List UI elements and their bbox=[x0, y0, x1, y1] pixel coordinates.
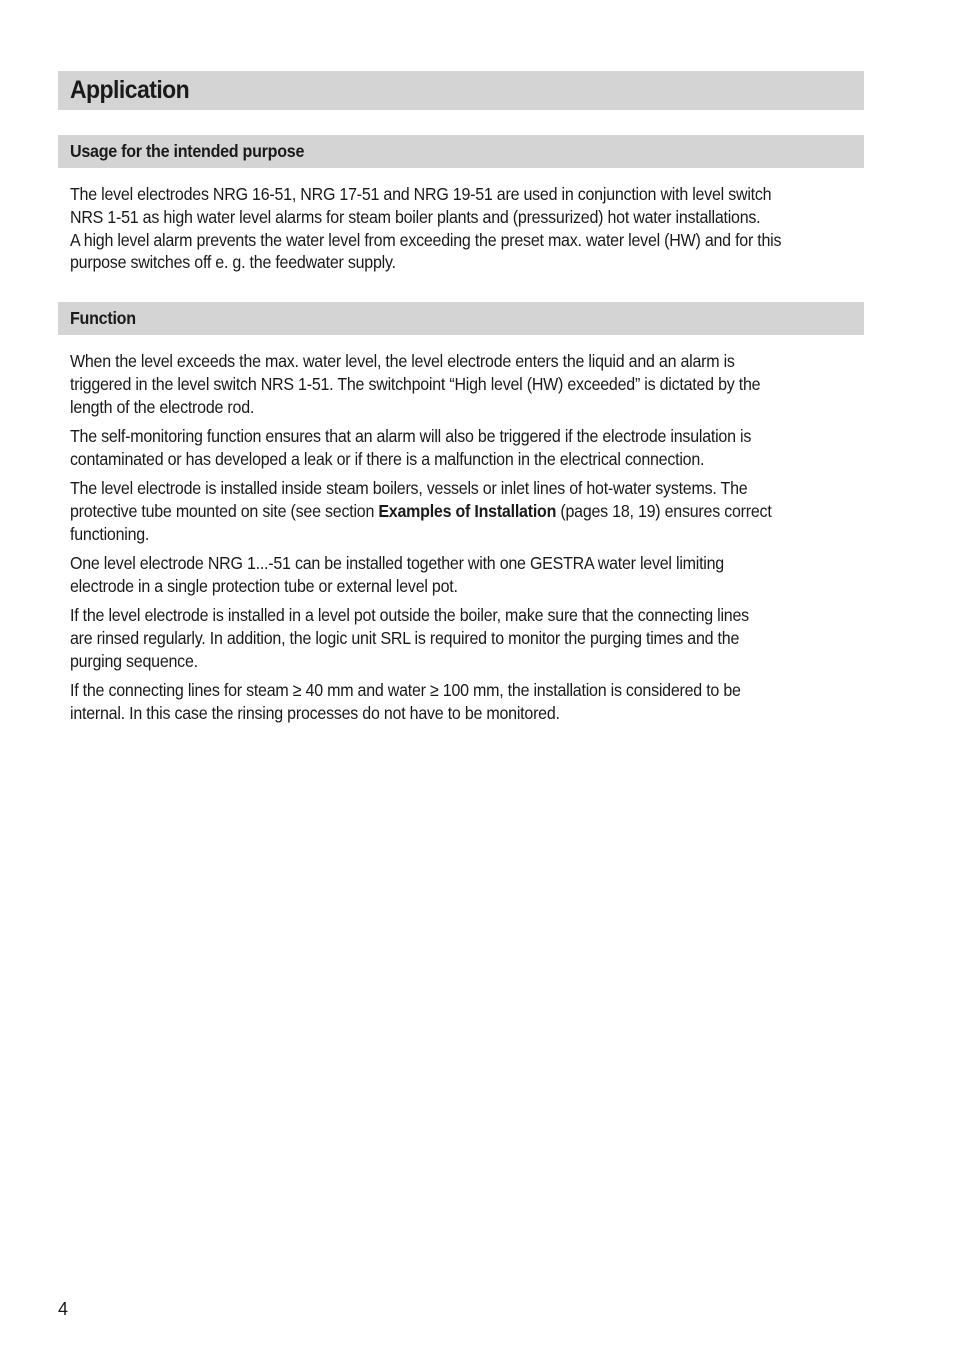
text-line: purpose switches off e. g. the feedwater supply. bbox=[70, 252, 396, 273]
text-line: The level electrodes NRG 16-51, NRG 17-51 and NRG 19-51 are used in conjunction with level switch bbox=[70, 184, 772, 204]
section-reference: Examples of Installation bbox=[378, 500, 557, 521]
text-line: When the level exceeds the max. water level, the level electrode enters the liquid and an alarm is bbox=[70, 351, 735, 371]
usage-heading-bar bbox=[58, 135, 864, 168]
usage-paragraph bbox=[70, 183, 890, 274]
text-line: A high level alarm prevents the water level from exceeding the preset max. water level (HW) and for this bbox=[70, 229, 782, 250]
title-bar bbox=[58, 71, 864, 110]
function-heading: Function bbox=[70, 308, 136, 328]
text-line: NRS 1-51 as high water level alarms for steam boiler plants and (pressurized) hot water installations. bbox=[70, 206, 761, 227]
function-section bbox=[70, 350, 890, 724]
page-number: 4 bbox=[58, 1299, 69, 1319]
text-line bbox=[70, 500, 808, 523]
text-line: If the connecting lines for steam ≥ 40 mm and water ≥ 100 mm, the installation is considered to be bbox=[70, 679, 741, 700]
function-heading-bar bbox=[58, 302, 864, 335]
function-paragraph-2 bbox=[70, 425, 890, 471]
function-paragraph-6 bbox=[70, 679, 890, 725]
function-paragraph-5 bbox=[70, 604, 890, 672]
text-line: contaminated or has developed a leak or if there is a malfunction in the electrical connection. bbox=[70, 448, 705, 469]
text-line: triggered in the level switch NRS 1-51. The switchpoint “High level (HW) exceeded” is dictated by the bbox=[70, 373, 761, 394]
function-paragraph-1 bbox=[70, 350, 890, 418]
usage-section bbox=[70, 183, 890, 274]
text-line: internal. In this case the rinsing processes do not have to be monitored. bbox=[70, 702, 560, 723]
text-line: The self-monitoring function ensures that an alarm will also be triggered if the electrode insulation is bbox=[70, 425, 752, 446]
text-run: protective tube mounted on site (see section bbox=[70, 500, 379, 521]
text-line: are rinsed regularly. In addition, the logic unit SRL is required to monitor the purging times and the bbox=[70, 627, 740, 648]
usage-heading: Usage for the intended purpose bbox=[70, 141, 305, 161]
text-run: (pages 18, 19) ensures correct bbox=[556, 500, 772, 521]
function-paragraph-4 bbox=[70, 552, 890, 598]
text-line: length of the electrode rod. bbox=[70, 396, 255, 417]
text-line: electrode in a single protection tube or external level pot. bbox=[70, 575, 458, 596]
text-line: purging sequence. bbox=[70, 650, 198, 671]
text-line: The level electrode is installed inside steam boilers, vessels or inlet lines of hot-water systems. The bbox=[70, 477, 748, 498]
text-line: One level electrode NRG 1...-51 can be installed together with one GESTRA water level limiting bbox=[70, 552, 724, 573]
text-line: If the level electrode is installed in a level pot outside the boiler, make sure that the connecting lines bbox=[70, 604, 749, 625]
text-line: functioning. bbox=[70, 523, 150, 544]
page-title: Application bbox=[70, 76, 190, 104]
function-paragraph-3 bbox=[70, 477, 890, 545]
